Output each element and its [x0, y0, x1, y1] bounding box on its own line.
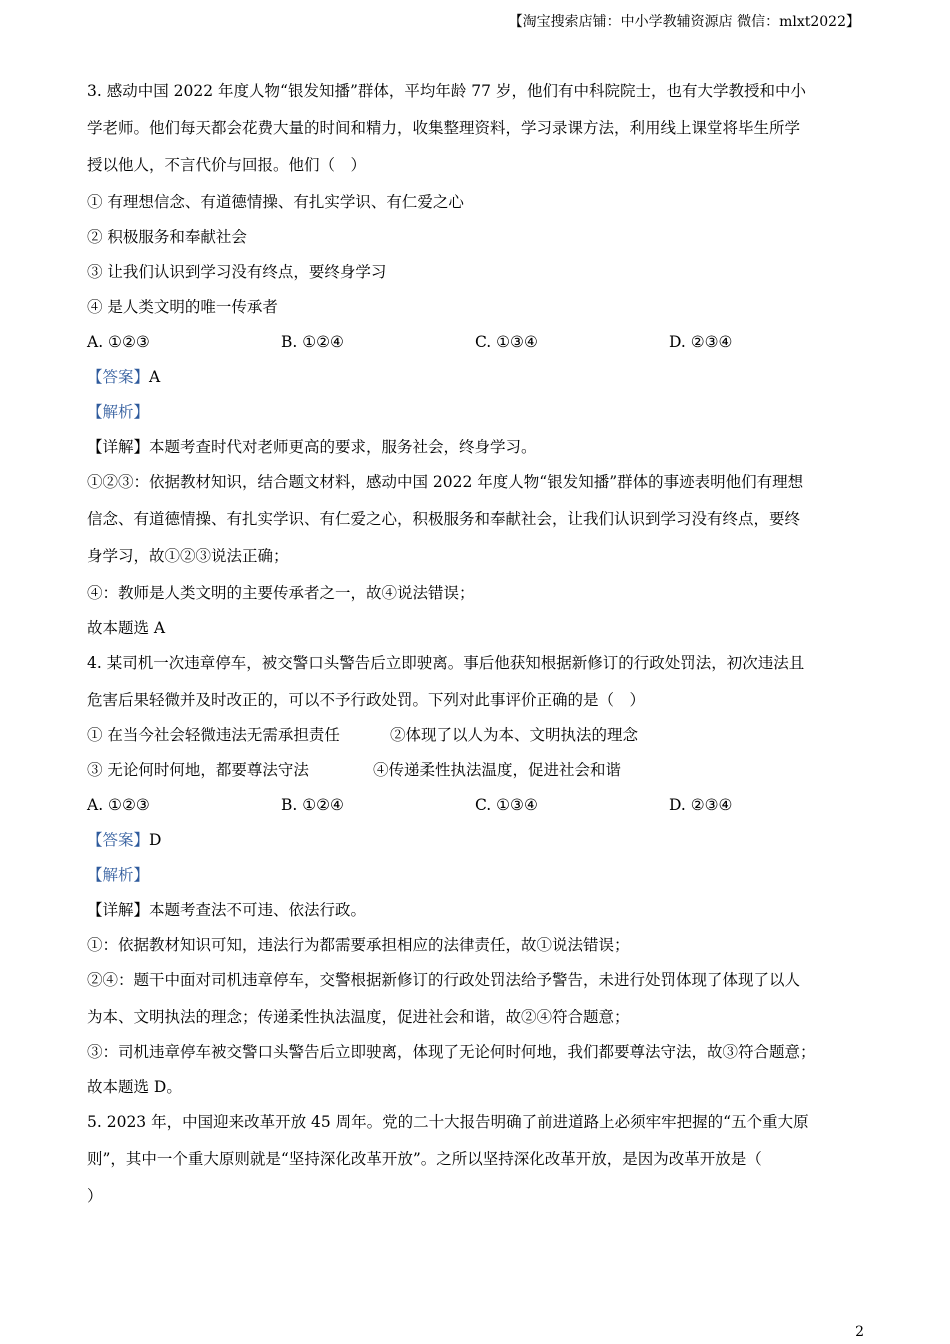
- q3-stem-line: 3. 感动中国 2022 年度人物“银发知播”群体，平均年龄 77 岁，他们有中科院院士，也有大学教授和中小: [87, 82, 806, 100]
- q5-stem-line: 5. 2023 年，中国迎来改革开放 45 周年。党的二十大报告明确了前进道路上必须牢牢把握的“五个重大原: [87, 1113, 809, 1131]
- q3-option-a: A. ①②③: [87, 333, 150, 351]
- q3-item: ① 有理想信念、有道德情操、有扎实学识、有仁爱之心: [87, 193, 464, 211]
- q3-explanation-line: 身学习，故①②③说法正确；: [87, 547, 289, 565]
- question-3: [87, 79, 867, 651]
- q3-explanation-line: ④：教师是人类文明的主要传承者之一，故④说法错误；: [87, 584, 475, 602]
- detail-text: 本题考查时代对老师更高的要求，服务社会，终身学习。: [149, 438, 537, 456]
- q4-item: ④传递柔性执法温度，促进社会和谐: [373, 761, 622, 779]
- q4-explanation-line: ①：依据教材知识可知，违法行为都需要承担相应的法律责任，故①说法错误；: [87, 936, 630, 954]
- q4-option-b: B. ①②④: [281, 796, 344, 814]
- answer-value: A: [149, 368, 161, 386]
- page-header: 【淘宝搜索店铺：中小学教辅资源店 微信：mlxt2022】: [508, 14, 860, 30]
- q4-detail: [87, 898, 867, 933]
- question-4: [87, 651, 867, 1110]
- q4-items-row: [87, 758, 867, 793]
- q4-option-d: D. ②③④: [669, 796, 733, 814]
- detail-tag: 【详解】: [87, 901, 150, 919]
- answer-value: D: [149, 831, 162, 849]
- q4-explanation-line: ③：司机违章停车被交警口头警告后立即驶离，体现了无论何时何地，我们都要尊法守法，故③符合题意；: [87, 1043, 816, 1061]
- q3-stem-line: 授以他人，不言代价与回报。他们（ ）: [87, 156, 367, 174]
- q3-options: [87, 330, 867, 365]
- q3-conclusion: 故本题选 A: [87, 619, 166, 637]
- q4-explanation-line: 为本、文明执法的理念；传递柔性执法温度，促进社会和谐，故②④符合题意；: [87, 1008, 630, 1026]
- q3-answer: [87, 365, 867, 400]
- q3-detail: [87, 435, 867, 470]
- document-body: [87, 79, 867, 1219]
- q3-analysis: [87, 400, 867, 435]
- answer-tag: 【答案】: [87, 831, 150, 849]
- q4-answer: [87, 828, 867, 863]
- q4-option-a: A. ①②③: [87, 796, 150, 814]
- q3-stem-line: 学老师。他们每天都会花费大量的时间和精力，收集整理资料，学习录课方法，利用线上课堂将毕生所学: [87, 119, 801, 137]
- q4-stem-line: 4. 某司机一次违章停车，被交警口头警告后立即驶离。事后他获知根据新修订的行政处罚法，初次违法且: [87, 654, 805, 672]
- question-5: [87, 1110, 867, 1219]
- q3-explanation-line: ①②③：依据教材知识，结合题文材料，感动中国 2022 年度人物“银发知播”群体的事迹表明他们有理想: [87, 473, 804, 491]
- q4-item: ②体现了以人为本、文明执法的理念: [390, 726, 639, 744]
- answer-tag: 【答案】: [87, 368, 150, 386]
- q4-items-row: [87, 723, 867, 758]
- detail-text: 本题考查法不可违、依法行政。: [149, 901, 367, 919]
- q3-item: ④ 是人类文明的唯一传承者: [87, 298, 278, 316]
- q3-item: ② 积极服务和奉献社会: [87, 228, 247, 246]
- q3-explanation-line: 信念、有道德情操、有扎实学识、有仁爱之心，积极服务和奉献社会，让我们认识到学习没有终点，要终: [87, 510, 801, 528]
- q4-conclusion: 故本题选 D。: [87, 1078, 182, 1096]
- q4-item: ① 在当今社会轻微违法无需承担责任: [87, 726, 340, 744]
- q4-item: ③ 无论何时何地，都要尊法守法: [87, 761, 309, 779]
- analysis-tag: 【解析】: [87, 403, 150, 421]
- q4-analysis: [87, 863, 867, 898]
- q3-option-b: B. ①②④: [281, 333, 344, 351]
- detail-tag: 【详解】: [87, 438, 150, 456]
- page-number: 2: [855, 1324, 864, 1340]
- q4-explanation-line: ②④：题干中面对司机违章停车，交警根据新修订的行政处罚法给予警告，未进行处罚体现了体现了以人: [87, 971, 801, 989]
- q3-item: ③ 让我们认识到学习没有终点，要终身学习: [87, 263, 387, 281]
- q5-stem-line: 则”，其中一个重大原则就是“坚持深化改革开放”。之所以坚持深化改革开放，是因为改革开放是（: [87, 1150, 762, 1168]
- q5-stem-line: ）: [87, 1187, 103, 1205]
- q4-stem-line: 危害后果轻微并及时改正的，可以不予行政处罚。下列对此事评价正确的是（ ）: [87, 691, 646, 709]
- q4-options: [87, 793, 867, 828]
- q3-option-c: C. ①③④: [475, 333, 538, 351]
- q4-option-c: C. ①③④: [475, 796, 538, 814]
- q3-option-d: D. ②③④: [669, 333, 733, 351]
- analysis-tag: 【解析】: [87, 866, 150, 884]
